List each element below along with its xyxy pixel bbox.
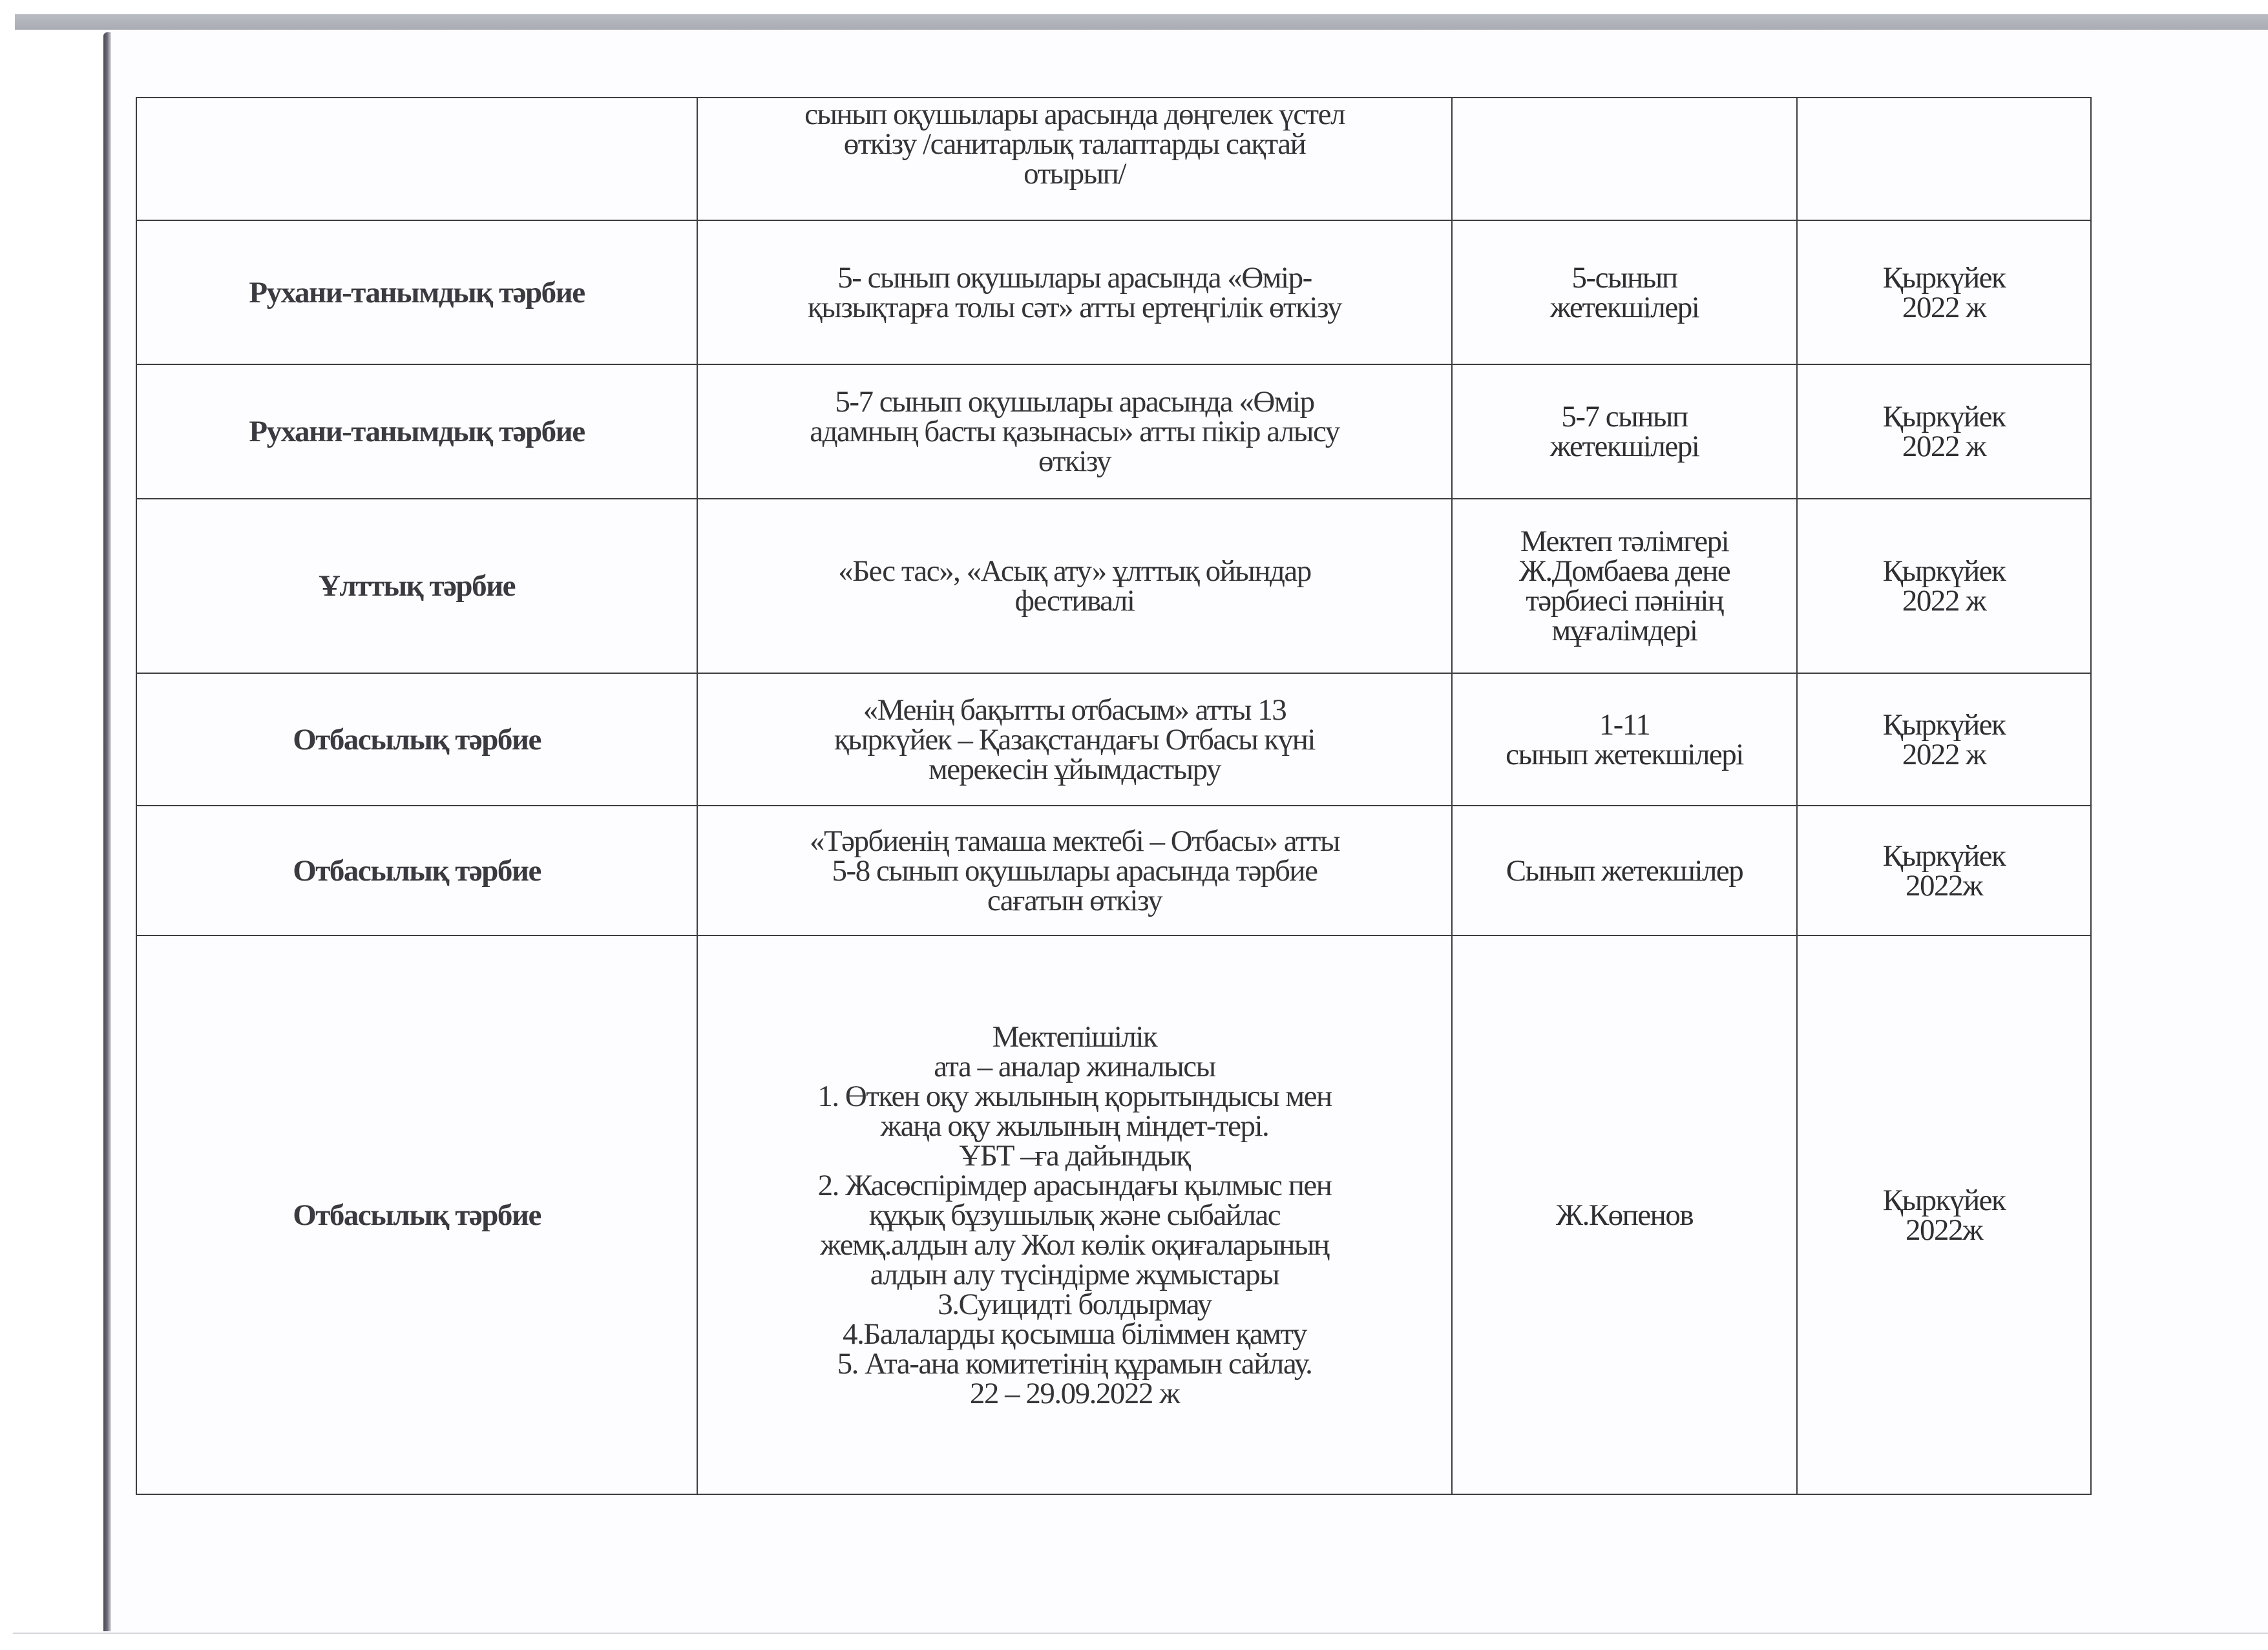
event-line: жемқ.алдын алу Жол көлік оқиғаларының [820, 1227, 1329, 1262]
event-line: «Тәрбиенің тамаша мектебі – Отбасы» атты [809, 824, 1340, 858]
event-line: 5. Ата-ана комитетінің құрамын сайлау. [837, 1346, 1312, 1381]
table-row [136, 98, 2091, 220]
education-plan-table [136, 97, 2092, 1495]
responsible-cell [1452, 806, 1797, 935]
direction-cell: Рухани-танымдық тәрбие [136, 220, 697, 364]
responsible-cell [1452, 499, 1797, 673]
event-line: ата – аналар жиналысы [934, 1049, 1215, 1083]
scan-top-strip [15, 14, 2268, 30]
event-line: жаңа оқу жылының міндет-тері. [880, 1109, 1269, 1143]
scan-bottom-margin [13, 1633, 2268, 1650]
responsible-line: жетекшілері [1549, 430, 1699, 463]
responsible-cell [1452, 935, 1797, 1494]
date-cell [1797, 806, 2091, 935]
date-line: 2022 ж [1902, 430, 1986, 463]
date-line: Қыркүйек [1882, 707, 2006, 742]
direction-cell [136, 98, 697, 220]
table-row [136, 673, 2091, 806]
responsible-cell [1452, 364, 1797, 499]
event-line: алдын алу түсіндірме жұмыстары [870, 1257, 1279, 1291]
responsible-line: мұғалімдері [1551, 614, 1697, 647]
date-line: Қыркүйек [1882, 260, 2006, 295]
event-cell [697, 220, 1452, 364]
event-line: өткізу /санитарлық талаптарды сақтай [843, 127, 1306, 161]
event-line: 5-7 сынып оқушылары арасында «Өмір [835, 385, 1314, 419]
event-line: 4.Балаларды қосымша біліммен қамту [843, 1317, 1307, 1351]
date-line: 2022ж [1906, 1213, 1982, 1247]
date-cell [1797, 935, 2091, 1494]
event-line: фестивалі [1014, 584, 1135, 618]
event-line: 3.Суицидті болдырмау [938, 1287, 1212, 1321]
event-line: 22 – 29.09.2022 ж [969, 1376, 1180, 1410]
page-left-edge-shadow [103, 32, 111, 1631]
responsible-cell [1452, 220, 1797, 364]
date-line: 2022 ж [1902, 290, 1986, 324]
event-line: қызықтарға толы сәт» атты ертеңгілік өткізу [807, 290, 1342, 324]
event-cell [697, 935, 1452, 1494]
responsible-cell [1452, 673, 1797, 806]
responsible-line: тәрбиесі пәнінің [1526, 584, 1723, 618]
responsible-line: Ж.Домбаева дене [1518, 554, 1730, 588]
direction-cell: Отбасылық тәрбие [136, 806, 697, 935]
event-line: «Бес тас», «Асық ату» ұлттық ойындар [838, 554, 1311, 588]
event-line: қыркүйек – Қазақстандағы Отбасы күні [834, 722, 1315, 757]
date-line: Қыркүйек [1882, 1183, 2006, 1217]
event-cell [697, 806, 1452, 935]
table-row [136, 806, 2091, 935]
responsible-line: жетекшілері [1549, 290, 1699, 324]
table-row [136, 364, 2091, 499]
direction-cell: Отбасылық тәрбие [136, 935, 697, 1494]
date-cell [1797, 220, 2091, 364]
event-line: өткізу [1038, 444, 1111, 478]
event-cell [697, 364, 1452, 499]
responsible-line: Сынып жетекшілер [1506, 853, 1743, 888]
date-cell [1797, 673, 2091, 806]
event-cell [697, 98, 1452, 220]
direction-cell: Рухани-танымдық тәрбие [136, 364, 697, 499]
event-line: адамның басты қазынасы» атты пікір алысу [810, 415, 1339, 448]
date-cell [1797, 499, 2091, 673]
responsible-line: Мектеп тәлімгері [1520, 525, 1729, 558]
event-line: 5-8 сынып оқушылары арасында тәрбие [832, 853, 1318, 888]
event-cell [697, 499, 1452, 673]
date-cell [1797, 364, 2091, 499]
event-line: отырып/ [1024, 157, 1126, 191]
date-line: 2022ж [1906, 868, 1982, 903]
date-line: Қыркүйек [1882, 839, 2006, 873]
table-row [136, 499, 2091, 673]
responsible-line: Ж.Көпенов [1555, 1198, 1694, 1232]
event-line: 5- сынып оқушылары арасында «Өмір- [837, 260, 1312, 295]
date-line: Қыркүйек [1882, 400, 2006, 433]
date-cell [1797, 98, 2091, 220]
responsible-line: 5-сынып [1571, 260, 1677, 295]
event-line: ҰБТ –ға дайындық [959, 1138, 1190, 1173]
date-line: Қыркүйек [1882, 554, 2006, 588]
event-line: мерекесін ұйымдастыру [928, 752, 1221, 786]
table-row [136, 220, 2091, 364]
event-line: сағатын өткізу [987, 883, 1162, 917]
event-line: 2. Жасөспірімдер арасындағы қылмыс пен [817, 1168, 1332, 1202]
date-line: 2022 ж [1902, 584, 1986, 618]
event-line: 1. Өткен оқу жылының қорытындысы мен [817, 1079, 1332, 1113]
direction-cell: Отбасылық тәрбие [136, 673, 697, 806]
event-line: Мектепішілік [992, 1019, 1157, 1054]
event-cell [697, 673, 1452, 806]
table-row [136, 935, 2091, 1494]
date-line: 2022 ж [1902, 737, 1986, 771]
responsible-line: 1-11 [1599, 707, 1650, 742]
event-line: «Менің бақытты отбасым» атты 13 [863, 693, 1286, 727]
responsible-cell [1452, 98, 1797, 220]
event-line: құқық бұзушылық және сыбайлас [868, 1198, 1281, 1232]
direction-cell: Ұлттық тәрбие [136, 499, 697, 673]
event-line: сынып оқушылары арасында дөңгелек үстел [804, 98, 1345, 131]
responsible-line: сынып жетекшілері [1506, 737, 1743, 771]
responsible-line: 5-7 сынып [1561, 400, 1688, 433]
